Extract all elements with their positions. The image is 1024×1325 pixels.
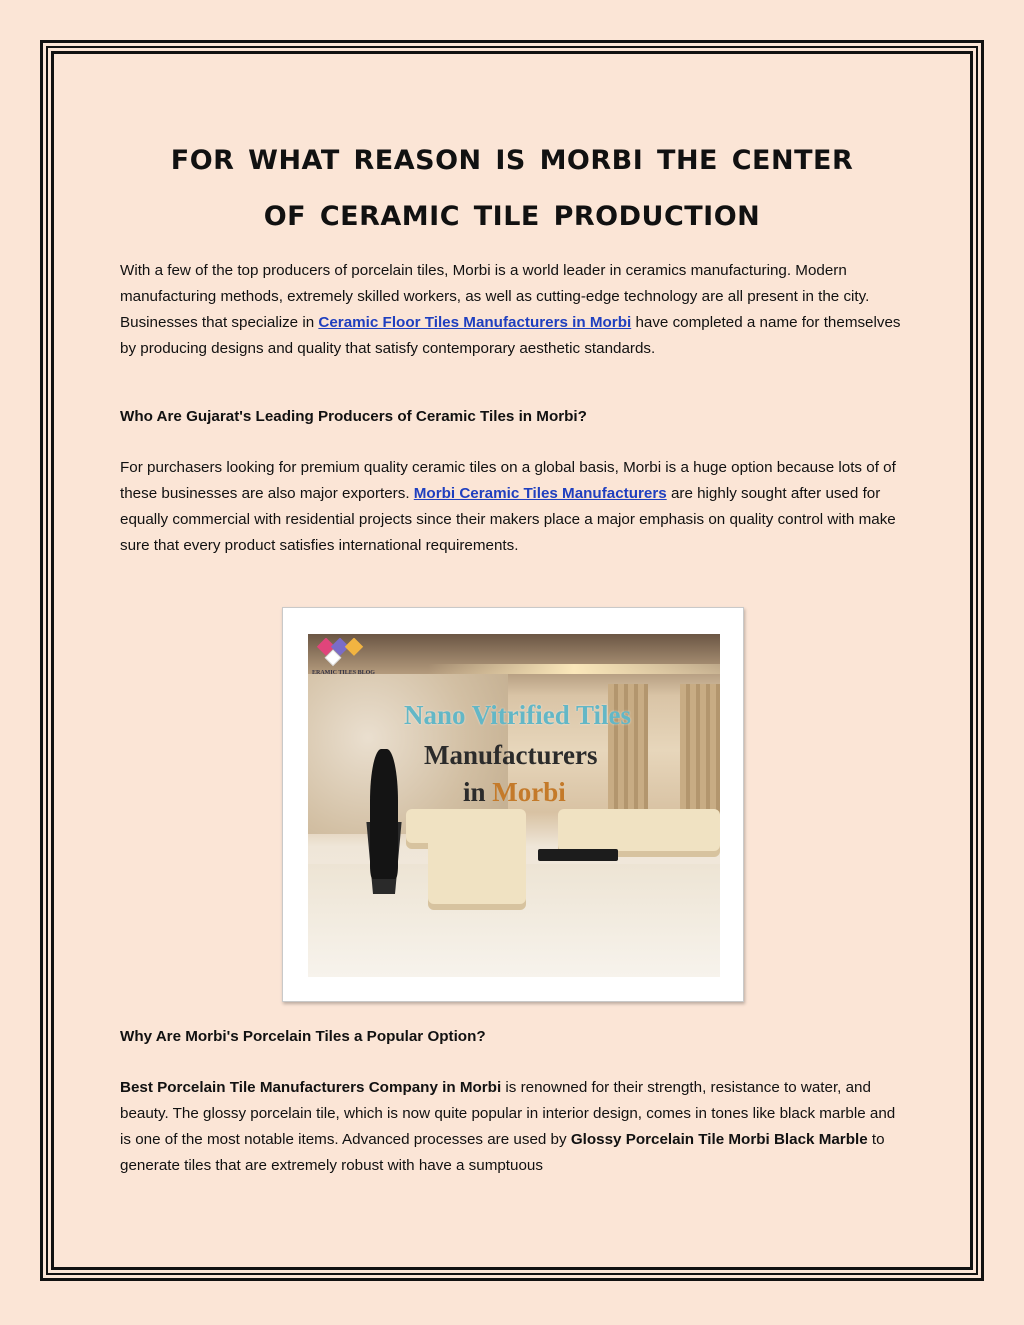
title-line-2: of ceramic tile production [263,190,761,234]
overlay-manufacturers: Manufacturers [424,740,598,770]
intro-text-start: With a few of the top producers of porcelain tiles, Morbi is a world leader in ceramics manufacturing. Modern manufacturing methods, extremely skilled workers, as well as cutting-edge technology are all present in the city. Businesses that specialize in [120,262,870,331]
coffee-table [538,849,618,861]
porcelain-paragraph [120,1075,910,1179]
ceiling-light [428,664,720,674]
best-porcelain-company-label: Best Porcelain Tile Manufacturers Company in Morbi [120,1079,502,1096]
glossy-black-marble-label: Glossy Porcelain Tile Morbi Black Marble [570,1131,868,1148]
intro-paragraph [120,258,910,362]
black-sculpture-vase [370,749,398,879]
porcelain-text-start: is renowned for their strength, resistance to water, and beauty. The glossy porcelain tile, which is now quite popular in interior design, comes in tones like black marble and is one of the most notable items. Advanced processes are used by [120,1079,896,1148]
morbi-ceramic-tiles-link[interactable]: Morbi Ceramic Tiles Manufacturers [413,485,667,502]
promo-image-frame [282,607,744,1002]
intro-text-end: have completed a name for themselves by producing designs and quality that satisfy contemporary aesthetic standards. [120,314,901,357]
section-heading-producers: Who Are Gujarat's Leading Producers of Ceramic Tiles in Morbi? [120,408,587,425]
producers-paragraph [120,455,910,559]
logo-caption: ERAMIC TILES BLOG [312,670,375,676]
producers-text-end: are highly sought after used for equally commercial with residential projects since their makers place a major emphasis on quality control with make sure that every product satisfies international requirements. [120,485,896,554]
overlay-in: in [463,777,486,807]
armchair [428,830,526,910]
section-heading-porcelain: Why Are Morbi's Porcelain Tiles a Popular Option? [120,1028,486,1045]
page-title [80,128,944,240]
overlay-nano-vitrified: Nano Vitrified Tiles [404,700,632,730]
producers-text-start: For purchasers looking for premium quality ceramic tiles on a global basis, Morbi is a huge option because lots of of these businesses are also major exporters. [120,459,896,502]
living-room-photo [308,634,720,977]
title-line-1: for what reason is morbi the center [170,134,854,178]
overlay-in-morbi [463,777,566,808]
porcelain-text-end: to generate tiles that are extremely robust with have a sumptuous [120,1131,885,1174]
ceramic-tiles-blog-logo-icon [316,638,390,686]
ceramic-floor-tiles-link[interactable]: Ceramic Floor Tiles Manufacturers in Morbi [318,314,632,331]
overlay-city: Morbi [492,777,566,807]
